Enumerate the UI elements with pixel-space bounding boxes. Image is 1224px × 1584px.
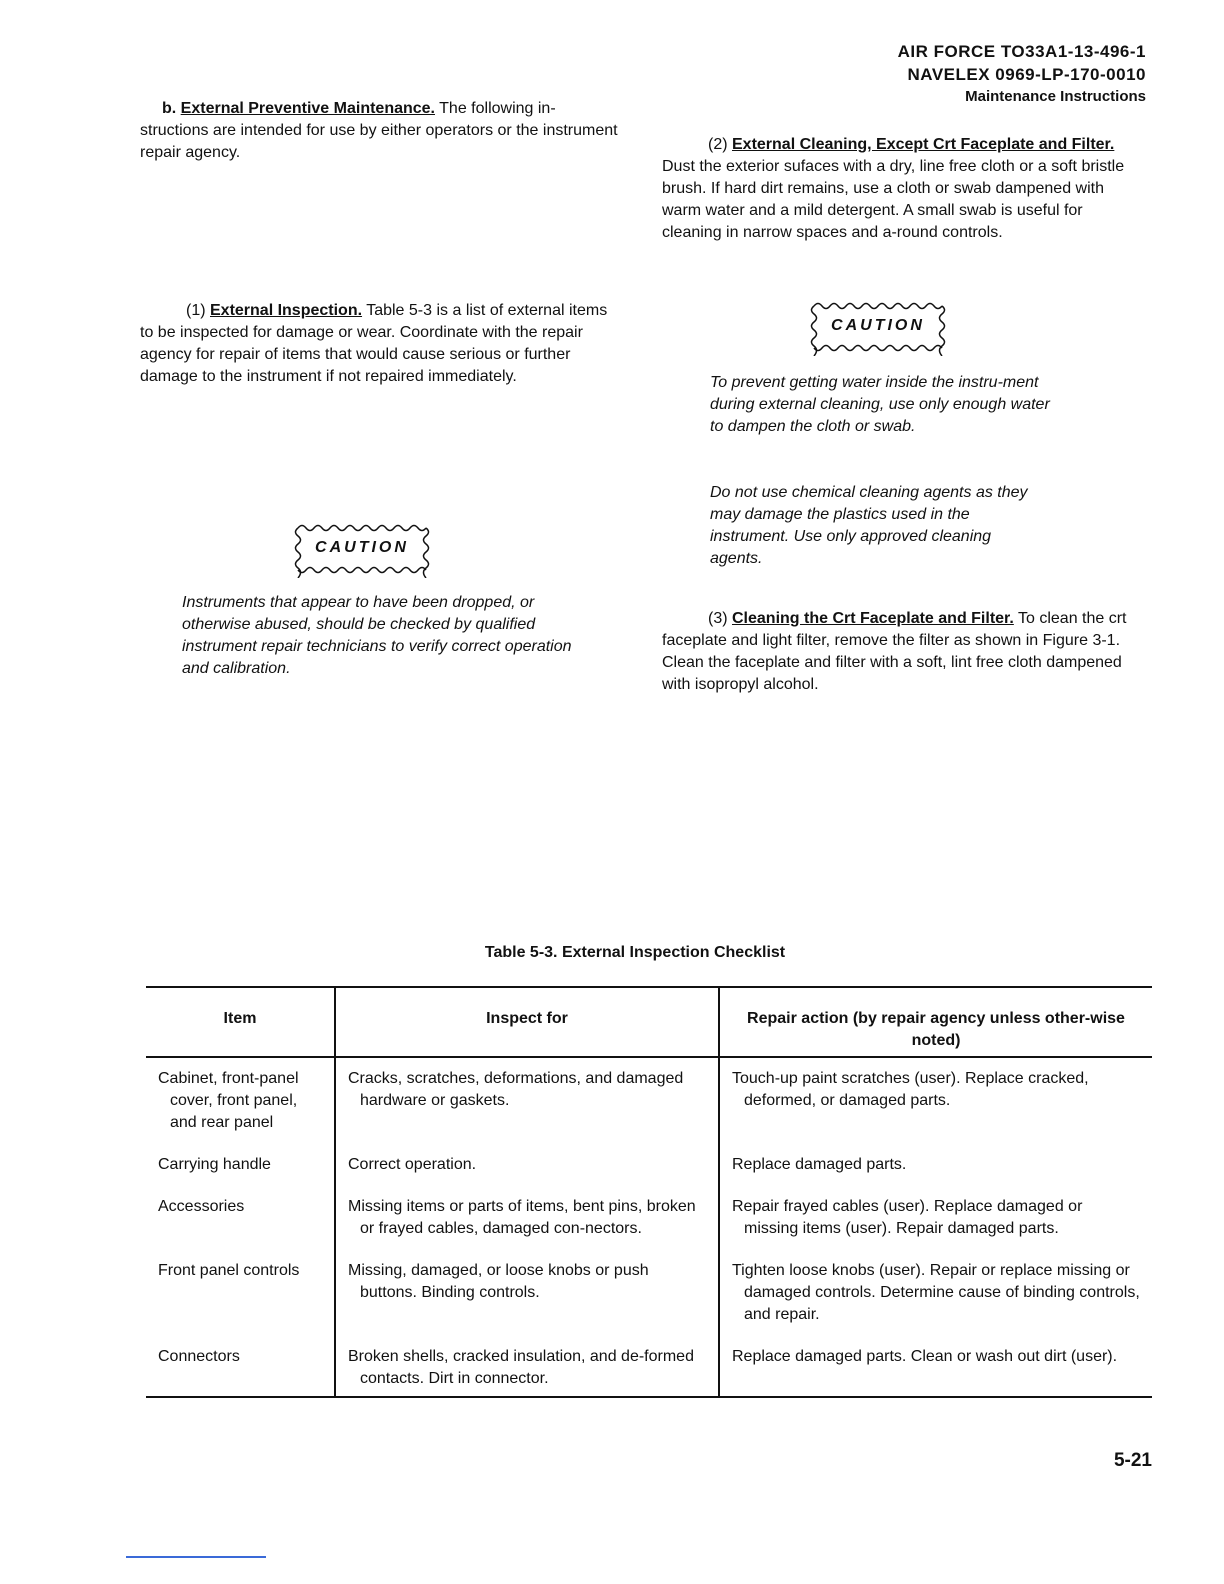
cell-inspect-for: Correct operation. [335,1154,719,1196]
cell-item: Carrying handle [146,1154,335,1196]
table-row [146,1196,1152,1260]
header-item: Item [146,987,335,1057]
paragraph-external-inspection [140,300,618,388]
cell-inspect-for: Missing items or parts of items, bent pins, broken or frayed cables, damaged con-nectors. [335,1196,719,1260]
cell-item: Connectors [146,1346,335,1397]
cell-item: Cabinet, front-panel cover, front panel, and rear panel [146,1057,335,1154]
paragraph-b [140,98,620,164]
cell-repair-action: Touch-up paint scratches (user). Replace cracked, deformed, or damaged parts. [732,1070,1089,1109]
paragraph-1-text: Table 5-3 is a list of external items to be inspected for damage or wear. Coordinate with the repair agency for repair of items that would cause serious or further damage to the instrument if not repaired immediately. [140,302,608,385]
inspection-checklist-table [146,986,1152,1398]
paragraph-1-title: External Inspection. [210,302,363,319]
cell-inspect-for: Broken shells, cracked insulation, and de-formed contacts. Dirt in connector. [335,1346,719,1397]
cell-inspect-for: Missing, damaged, or loose knobs or push buttons. Binding controls. [335,1260,719,1346]
header-repair-action: Repair action (by repair agency unless other-wise noted) [719,987,1152,1057]
table-header-row [146,987,1152,1057]
table-row [146,1057,1152,1154]
cell-inspect-for: Cracks, scratches, deformations, and damaged hardware or gaskets. [335,1057,719,1154]
cell-repair-action: Repair frayed cables (user). Replace damaged or missing items (user). Repair damaged parts. [732,1198,1083,1237]
cell-repair-action: Replace damaged parts. [732,1156,907,1173]
paragraph-3-text: To clean the crt faceplate and light filter, remove the filter as shown in Figure 3-1. Clean the faceplate and filter with a soft, lint free cloth dampened with isopropyl alcohol. [662,610,1127,693]
section-label: Maintenance Instructions [965,88,1146,105]
paragraph-2-prefix: (2) [708,136,732,153]
paragraph-b-prefix: b. [162,100,181,117]
table-title: Table 5-3. External Inspection Checklist [484,944,786,961]
caution-text-right-1: To prevent getting water inside the instru-ment during external cleaning, use only enough water to dampen the cloth or swab. [710,374,1050,435]
table-row [146,1346,1152,1397]
cell-repair-action: Replace damaged parts. Clean or wash out dirt (user). [719,1346,1152,1397]
paragraph-external-cleaning [662,134,1132,244]
header-inspect-for: Inspect for [335,987,719,1057]
paragraph-b-title: External Preventive Maintenance. [180,100,435,117]
paragraph-b-text-start: The following in- [435,100,556,117]
doc-id-air-force: AIR FORCE TO33A1-13-496-1 [897,42,1146,61]
paragraph-2-text: Dust the exterior sufaces with a dry, line free cloth or a soft bristle brush. If hard dirt remains, use a cloth or swab dampened with warm water and a mild detergent. A small swab is useful for cleaning in narrow spaces and a-round controls. [662,158,1125,241]
caution-label: CAUTION [831,317,925,334]
paragraph-3-title: Cleaning the Crt Faceplate and Filter. [732,610,1014,627]
caution-box-left [292,520,432,578]
caution-text-left: Instruments that appear to have been dropped, or otherwise abused, should be checked by qualified instrument repair technicians to verify correct operation and calibration. [182,594,572,677]
paragraph-cleaning-faceplate [662,608,1144,696]
footer-rule [126,1556,266,1558]
cell-repair-action: Tighten loose knobs (user). Repair or replace missing or damaged controls. Determine cause of binding controls, and repair. [732,1262,1140,1323]
paragraph-3-prefix: (3) [708,610,732,627]
table-row [146,1260,1152,1346]
caution-text-right-2: Do not use chemical cleaning agents as they may damage the plastics used in the instrument. Use only approved cleaning agents. [710,484,1028,567]
doc-id-navelex: NAVELEX 0969-LP-170-0010 [907,65,1146,84]
cell-item: Front panel controls [146,1260,335,1346]
paragraph-2-title: External Cleaning, Except Crt Faceplate and Filter. [732,136,1115,153]
paragraph-1-prefix: (1) [186,302,210,319]
caution-box-right [808,298,948,356]
caution-label: CAUTION [315,539,409,556]
table-row [146,1154,1152,1196]
page-number: 5-21 [1113,1450,1152,1471]
paragraph-b-text: structions are intended for use by either operators or the instrument repair agency. [140,122,618,161]
cell-item: Accessories [146,1196,335,1260]
